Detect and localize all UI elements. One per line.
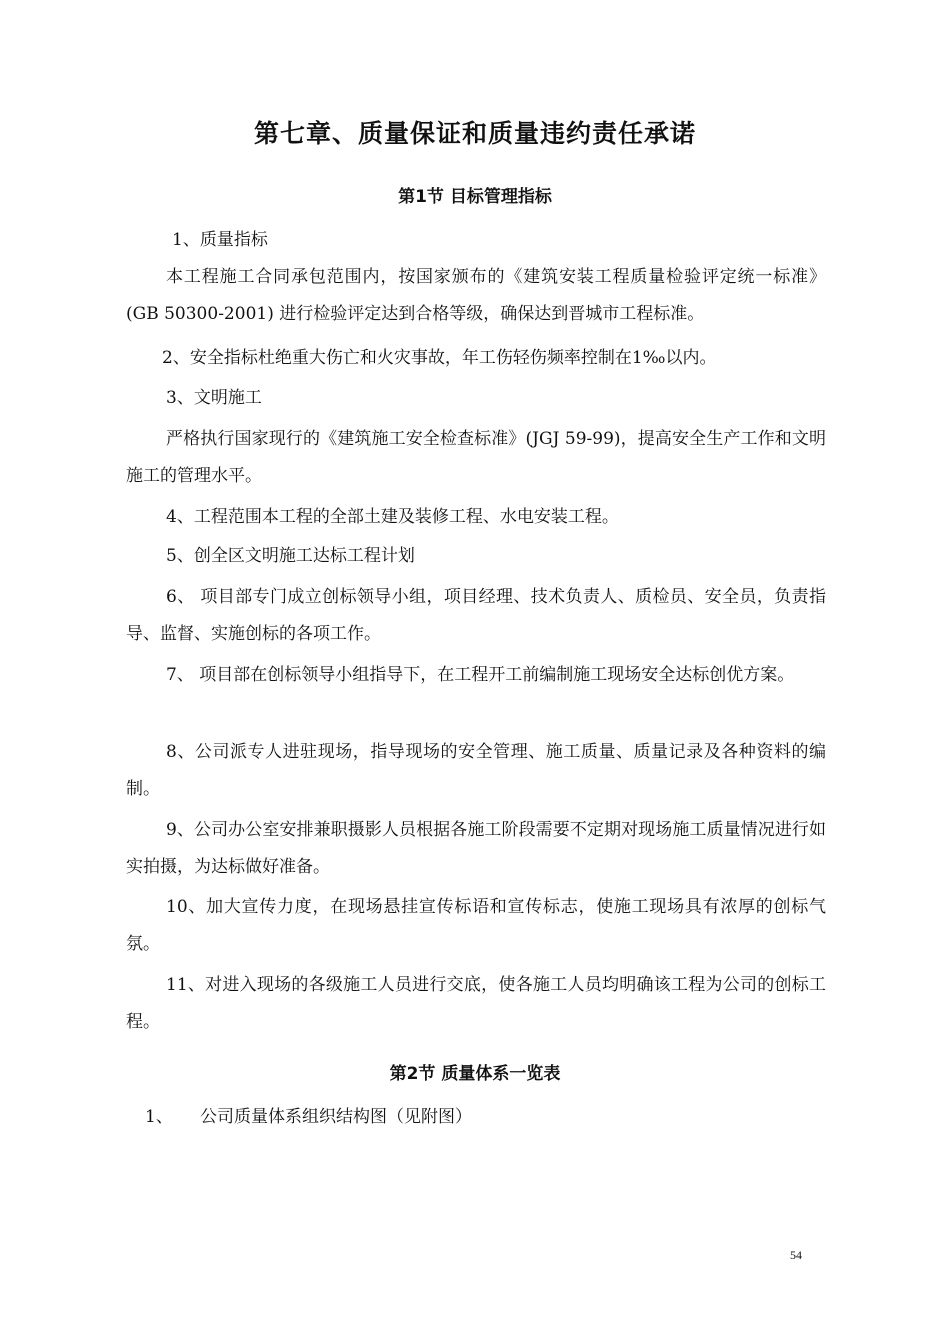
item-3-heading: 3、文明施工: [166, 388, 262, 408]
item-7: 7、 项目部在创标领导小组指导下，在工程开工前编制施工现场安全达标创优方案。: [166, 665, 795, 685]
section-2-title: 质量体系一览表: [441, 1064, 561, 1084]
item-9: 9、公司办公室安排兼职摄影人员根据各施工阶段需要不定期对现场施工质量情况进行如实拍摄，为达标做好准备。: [126, 820, 826, 877]
item-8: 8、公司派专人进驻现场，指导现场的安全管理、施工质量、质量记录及各种资料的编制。: [126, 742, 826, 799]
item-11: 11、对进入现场的各级施工人员进行交底，使各施工人员均明确该工程为公司的创标工程。: [126, 975, 826, 1032]
section-2-item-1-number: 1、: [145, 1107, 173, 1127]
page-number: 54: [790, 1248, 802, 1262]
section-1-title: 目标管理指标: [449, 187, 552, 207]
item-5: 5、创全区文明施工达标工程计划: [166, 546, 415, 566]
item-4: 4、工程范围本工程的全部土建及装修工程、水电安装工程。: [166, 507, 619, 527]
section-2-item-1-text: 公司质量体系组织结构图（见附图）: [200, 1107, 472, 1127]
chapter-title: 第七章、质量保证和质量违约责任承诺: [253, 119, 696, 148]
section-2-heading: [0, 1059, 950, 1084]
section-1-heading: [0, 182, 950, 207]
item-3-body: 严格执行国家现行的《建筑施工安全检查标准》(JGJ 59-99)，提高安全生产工作和文明施工的管理水平。: [126, 429, 826, 486]
item-1-body: 本工程施工合同承包范围内，按国家颁布的《建筑安装工程质量检验评定统一标准》 (GB 50300-2001) 进行检验评定达到合格等级，确保达到晋城市工程标准。: [126, 267, 826, 324]
item-2: 2、安全指标杜绝重大伤亡和火灾事故，年工伤轻伤频率控制在1‰以内。: [162, 348, 717, 368]
item-10: 10、加大宣传力度，在现场悬挂宣传标语和宣传标志，使施工现场具有浓厚的创标气氛。: [126, 897, 826, 954]
item-1-heading: 1、质量指标: [172, 230, 268, 250]
item-6: 6、 项目部专门成立创标领导小组，项目经理、技术负责人、质检员、安全员，负责指导、监督、实施创标的各项工作。: [126, 587, 826, 644]
section-2-number: 第2节: [389, 1064, 436, 1084]
section-1-number: 第1节: [398, 187, 444, 207]
